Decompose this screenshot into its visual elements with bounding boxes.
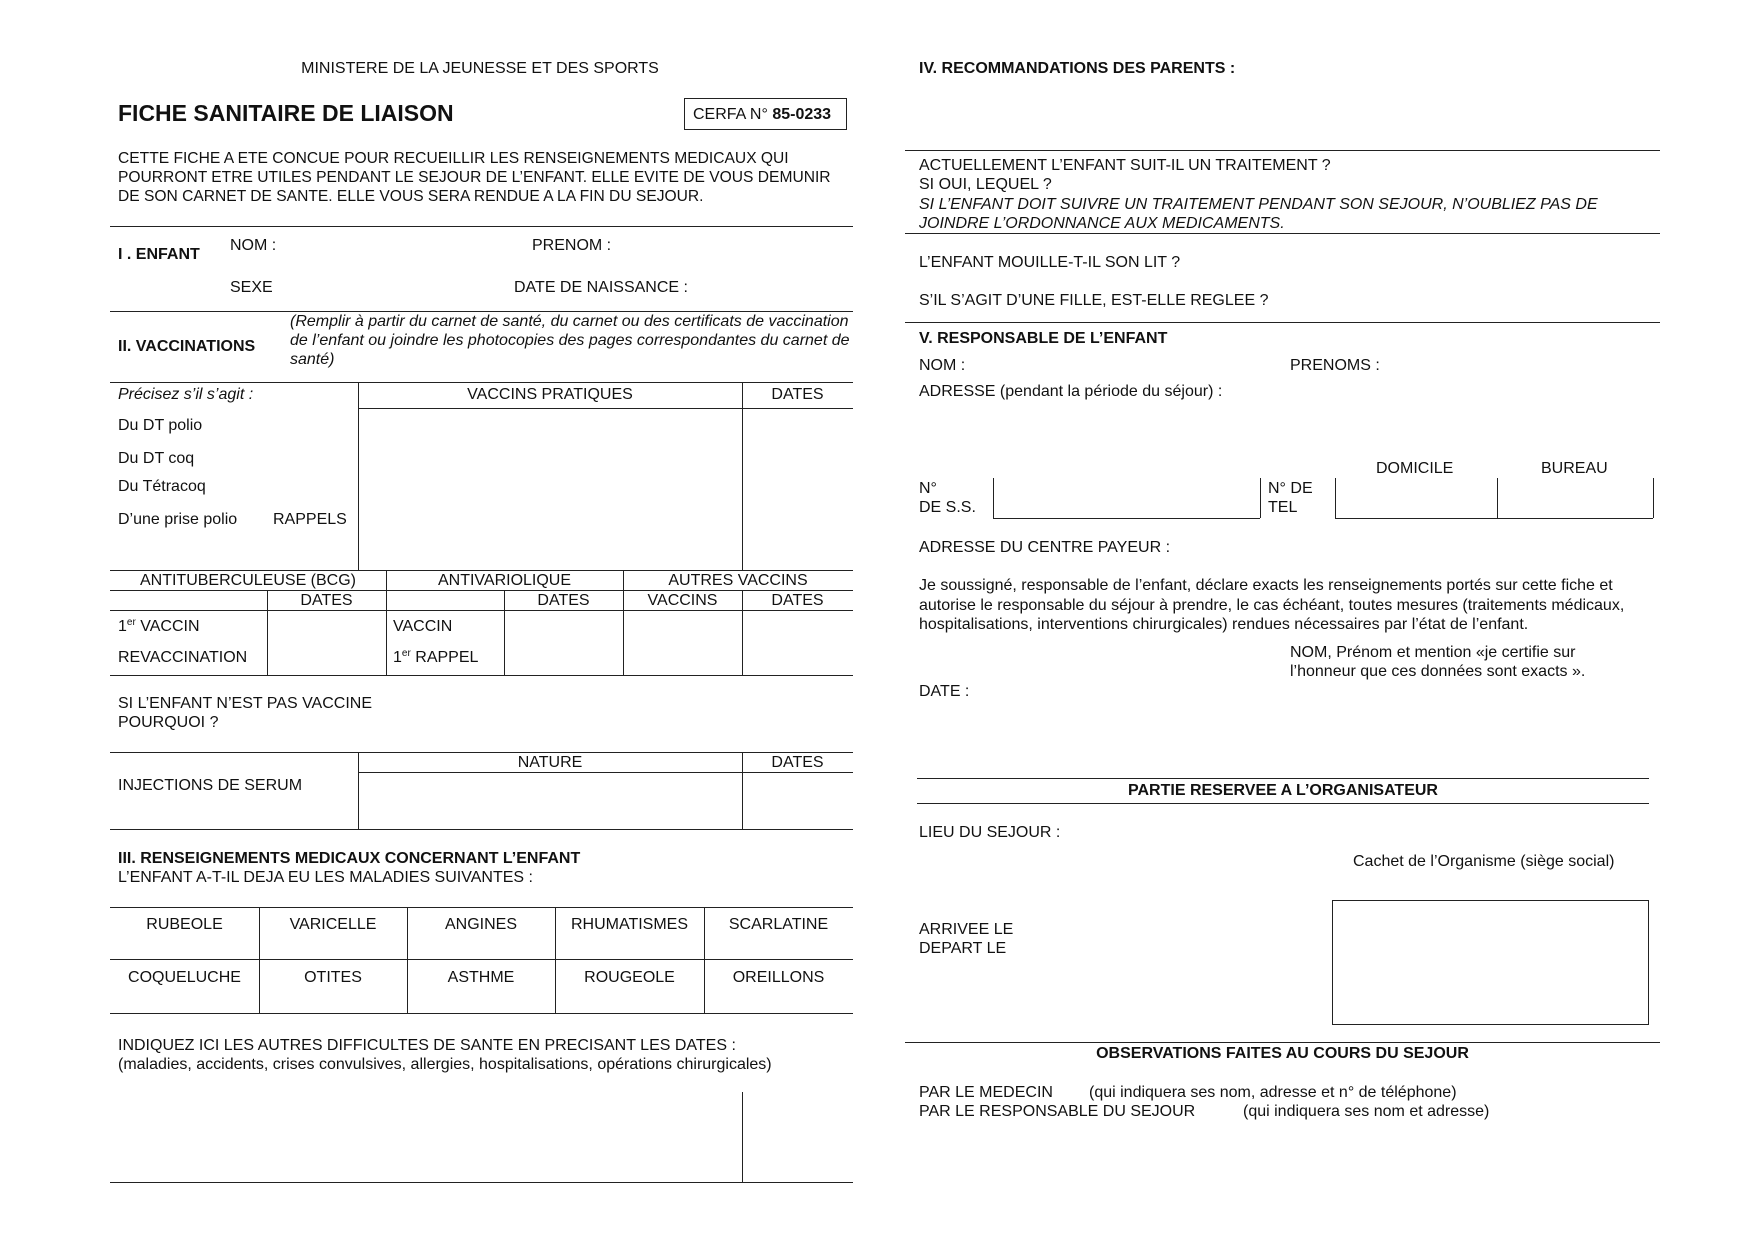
tel-label-line2: TEL (1268, 499, 1298, 516)
revaccination-label: REVACCINATION (118, 649, 248, 666)
cachet-box[interactable] (1332, 900, 1649, 1025)
divider (742, 1092, 743, 1182)
divider (1260, 478, 1261, 518)
enfant-nom-label: NOM : (230, 237, 277, 254)
lequel-question: SI OUI, LEQUEL ? (919, 176, 1052, 193)
divider (905, 322, 1660, 323)
autres-vaccins-header: VACCINS (647, 592, 718, 609)
traitement-question: ACTUELLEMENT L’ENFANT SUIT-IL UN TRAITEMENT ? (919, 157, 1331, 174)
antivariolique-header: ANTIVARIOLIQUE (437, 572, 572, 589)
medical-subheading: L’ENFANT A-T-IL DEJA EU LES MALADIES SUIVANTES : (118, 869, 533, 886)
divider (110, 829, 853, 830)
disease-cell: ROUGEOLE (584, 969, 675, 986)
disease-cell: RUBEOLE (146, 916, 223, 933)
observations-medecin: PAR LE MEDECIN (919, 1084, 1053, 1101)
non-vaccine-line1: SI L’ENFANT N’EST PAS VACCINE (118, 695, 372, 712)
organisateur-heading: PARTIE RESERVEE A L’ORGANISATEUR (1128, 782, 1438, 799)
antivariolique-dates-header: DATES (537, 592, 590, 609)
nature-header: NATURE (517, 754, 583, 771)
vaccin-item: Du DT polio (118, 417, 203, 434)
bcg-header: ANTITUBERCULEUSE (BCG) (139, 572, 357, 589)
section-enfant-heading: I . ENFANT (118, 246, 200, 263)
divider (742, 382, 743, 570)
autres-vaccins-header: AUTRES VACCINS (668, 572, 808, 589)
divider (110, 1182, 853, 1183)
divider (110, 959, 853, 960)
section-vaccinations-heading: II. VACCINATIONS (118, 338, 256, 355)
disease-cell: ANGINES (444, 916, 517, 933)
first-rappel-label: 1er RAPPEL (393, 648, 479, 666)
divider (1497, 478, 1498, 518)
divider (110, 675, 853, 676)
responsable-nom-label: NOM : (919, 357, 966, 374)
cachet-label: Cachet de l’Organisme (siège social) (1353, 853, 1615, 870)
ss-label-line1: N° (919, 480, 937, 497)
declaration-text: Je soussigné, responsable de l’enfant, déclare exacts les renseignements portés sur cette fiche et autorise le responsable du séjour à prendre, le cas échéant, toutes mesures (traitements médicaux, hospitalisations, interventions chirurgicales) rendues nécessaires par l’état de l’enfant. (919, 577, 1625, 633)
depart-label: DEPART LE (919, 940, 1007, 957)
ministry-line: MINISTERE DE LA JEUNESSE ET DES SPORTS (301, 60, 659, 77)
autres-dates-header: DATES (771, 592, 824, 609)
section-medical-heading: III. RENSEIGNEMENTS MEDICAUX CONCERNANT L’ENFANT (118, 850, 581, 867)
disease-cell: OREILLONS (732, 969, 825, 986)
reglee-question: S’IL S’AGIT D’UNE FILLE, EST-ELLE REGLEE ? (919, 292, 1269, 309)
cerfa-prefix: CERFA N° (693, 106, 768, 123)
domicile-label: DOMICILE (1376, 460, 1454, 477)
bcg-dates-header: DATES (300, 592, 353, 609)
cerfa-number: 85-0233 (772, 106, 832, 123)
vaccin-item: D’une prise polio (118, 511, 238, 528)
divider (1653, 478, 1654, 518)
injections-dates-header: DATES (771, 754, 824, 771)
divider (917, 778, 1649, 779)
dates-header: DATES (771, 386, 824, 403)
cerfa-box (684, 98, 847, 130)
vaccins-pratiques-header: VACCINS PRATIQUES (467, 386, 633, 403)
bureau-label: BUREAU (1541, 460, 1608, 477)
lieu-sejour-label: LIEU DU SEJOUR : (919, 824, 1061, 841)
observations-responsable: PAR LE RESPONSABLE DU SEJOUR (919, 1103, 1196, 1120)
divider (110, 226, 853, 227)
enfant-prenom-label: PRENOM : (532, 237, 612, 254)
responsable-prenoms-label: PRENOMS : (1290, 357, 1380, 374)
traitement-note: SI L’ENFANT DOIT SUIVRE UN TRAITEMENT PENDANT SON SEJOUR, N’OUBLIEZ PAS DE JOINDRE L’ORDONNANCE AUX MEDICAMENTS. (919, 196, 1598, 232)
arrivee-label: ARRIVEE LE (919, 921, 1014, 938)
lit-question: L’ENFANT MOUILLE-T-IL SON LIT ? (919, 254, 1181, 271)
tel-label-line1: N° DE (1268, 480, 1313, 497)
form-title: FICHE SANITAIRE DE LIAISON (118, 100, 454, 126)
precisez-label: Précisez s’il s’agit : (118, 386, 254, 403)
ss-field[interactable] (993, 518, 1260, 519)
vaccin-item: Du Tétracoq (118, 478, 206, 495)
divider (110, 1013, 853, 1014)
disease-cell: SCARLATINE (728, 916, 829, 933)
first-vaccin-label: 1er VACCIN (118, 617, 200, 635)
enfant-sexe-label: SEXE (230, 279, 273, 296)
disease-cell: RHUMATISMES (570, 916, 689, 933)
divider (358, 382, 359, 570)
observations-heading: OBSERVATIONS FAITES AU COURS DU SEJOUR (1096, 1045, 1469, 1062)
observations-responsable-note: (qui indiquera ses nom et adresse) (1243, 1103, 1490, 1120)
responsable-adresse-label: ADRESSE (pendant la période du séjour) : (919, 383, 1223, 400)
divider (917, 803, 1649, 804)
observations-medecin-note: (qui indiquera ses nom, adresse et n° de téléphone) (1089, 1084, 1457, 1101)
section-responsable-heading: V. RESPONSABLE DE L’ENFANT (919, 330, 1168, 347)
tel-field[interactable] (1335, 518, 1653, 519)
divider (993, 478, 994, 518)
divider (905, 1042, 1660, 1043)
divider (905, 150, 1660, 151)
disease-cell: COQUELUCHE (128, 969, 241, 986)
autres-difficultes-line2: (maladies, accidents, crises convulsives, allergies, hospitalisations, opérations chirurgicales) (118, 1056, 772, 1073)
divider (905, 233, 1660, 234)
ss-label-line2: DE S.S. (919, 499, 976, 516)
disease-cell: OTITES (304, 969, 362, 986)
disease-cell: ASTHME (447, 969, 515, 986)
vaccin-label: VACCIN (393, 618, 453, 635)
intro-text: CETTE FICHE A ETE CONCUE POUR RECUEILLIR LES RENSEIGNEMENTS MEDICAUX QUI POURRONT ETRE UTILES PENDANT LE SEJOUR DE L’ENFANT. ELLE EVITE DE VOUS DEMUNIR DE SON CARNET DE SANTE. ELLE VOUS SERA RENDUE A LA FIN DU SEJOUR. (118, 150, 831, 205)
injections-label: INJECTIONS DE SERUM (118, 777, 303, 794)
vaccin-item: Du DT coq (118, 450, 195, 467)
divider (358, 408, 853, 409)
section-recommandations-heading: IV. RECOMMANDATIONS DES PARENTS : (919, 60, 1236, 77)
responsable-date-label: DATE : (919, 683, 970, 700)
autres-difficultes-line1: INDIQUEZ ICI LES AUTRES DIFFICULTES DE SANTE EN PRECISANT LES DATES : (118, 1037, 736, 1054)
enfant-date-naissance-label: DATE DE NAISSANCE : (514, 279, 688, 296)
divider (1335, 478, 1336, 518)
rappels-label: RAPPELS (273, 511, 347, 528)
signature-mention: NOM, Prénom et mention «je certifie sur l’honneur que ces données sont exacts ». (1290, 644, 1586, 680)
divider (358, 772, 853, 773)
centre-payeur-label: ADRESSE DU CENTRE PAYEUR : (919, 539, 1171, 556)
non-vaccine-line2: POURQUOI ? (118, 714, 219, 731)
disease-cell: VARICELLE (289, 916, 377, 933)
divider (110, 907, 853, 908)
vaccinations-note: (Remplir à partir du carnet de santé, du carnet ou des certificats de vaccination de l’enfant ou joindre les photocopies des pages correspondantes du carnet de santé) (290, 313, 850, 368)
